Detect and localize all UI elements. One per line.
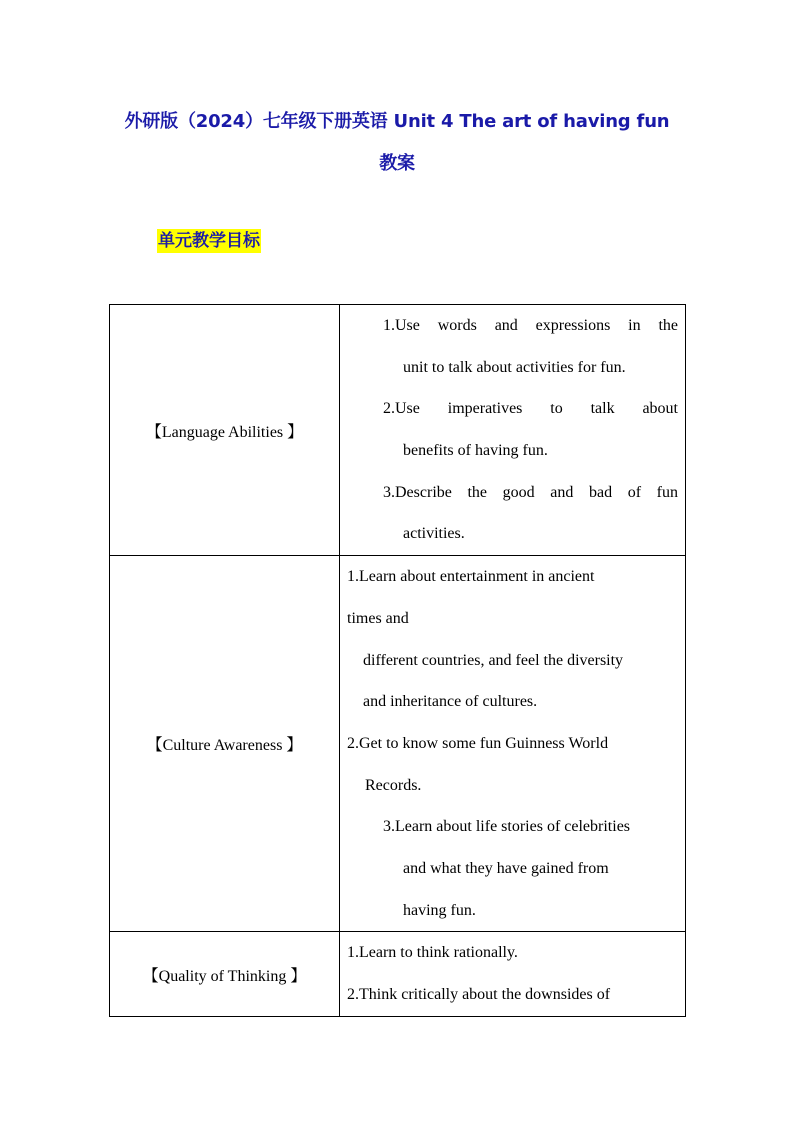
- document-subtitle: 教案: [379, 153, 415, 174]
- content-line: Records.: [365, 776, 422, 794]
- content-line: 1.Use words and expressions in the: [383, 317, 678, 334]
- content-line: 3.Describe the good and bad of fun: [383, 483, 678, 501]
- content-line: 1.Learn to think rationally.: [347, 944, 518, 962]
- goals-table: [109, 304, 686, 1017]
- content-line: 2.Think critically about the downsides of: [347, 986, 611, 1003]
- content-line: and what they have gained from: [403, 859, 609, 877]
- row-label: 【Language Abilities 】: [110, 305, 340, 556]
- content-line: and inheritance of cultures.: [363, 693, 538, 711]
- content-line: 2.Use imperatives to talk about: [383, 400, 678, 418]
- content-line: activities.: [403, 525, 465, 543]
- content-line: 1.Learn about entertainment in ancient: [347, 568, 595, 586]
- row-label: 【Culture Awareness 】: [110, 556, 340, 932]
- table-row: [110, 932, 686, 1016]
- row-content: [340, 305, 686, 556]
- row-content: [340, 932, 686, 1016]
- content-line: unit to talk about activities for fun.: [403, 358, 626, 376]
- content-line: different countries, and feel the diversity: [363, 651, 624, 669]
- row-label: 【Quality of Thinking 】: [110, 932, 340, 1016]
- document-title: 外研版（2024）七年级下册英语 Unit 4 The art of having fun: [124, 111, 670, 132]
- content-line: benefits of having fun.: [403, 442, 548, 460]
- table-row: [110, 305, 686, 556]
- content-line: 2.Get to know some fun Guinness World: [347, 734, 609, 752]
- row-content: [340, 556, 686, 932]
- table-row: [110, 556, 686, 932]
- content-line: having fun.: [403, 901, 476, 919]
- section-heading: 单元教学目标: [158, 231, 260, 251]
- content-line: 3.Learn about life stories of celebrities: [383, 818, 631, 836]
- content-line: times and: [347, 609, 409, 627]
